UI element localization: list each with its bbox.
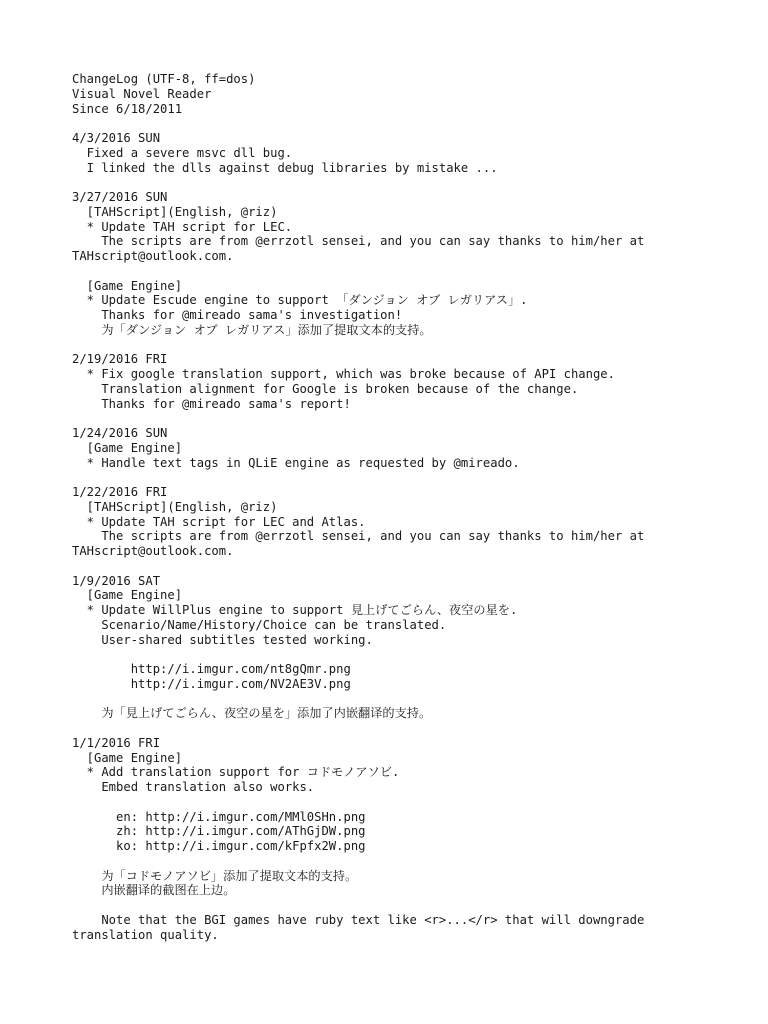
changelog-document	[72, 72, 692, 942]
bullet-item: * Update Escude engine to support 「ダンジョン オブ レガリアス」.	[72, 293, 528, 308]
blank-line	[72, 559, 692, 574]
text-line: The scripts are from @errzotl sensei, and you can say thanks to him/her at	[72, 234, 645, 249]
text-line: Scenario/Name/History/Choice can be translated.	[72, 617, 447, 632]
blank-line	[72, 692, 692, 707]
text-line: 内嵌翻译的截图在上边。	[72, 883, 236, 898]
entry-date: 3/27/2016 SUN	[72, 190, 168, 204]
url-line: zh: http://i.imgur.com/AThGjDW.png	[72, 824, 366, 839]
text-line: The scripts are from @errzotl sensei, and you can say thanks to him/her at	[72, 529, 645, 544]
entry-date: 1/24/2016 SUN	[72, 426, 168, 440]
blank-line	[72, 264, 692, 279]
blank-line	[72, 116, 692, 131]
url-line: en: http://i.imgur.com/MMl0SHn.png	[72, 809, 366, 824]
bullet-item: * Handle text tags in QLiE engine as requested by @mireado.	[72, 455, 520, 470]
blank-line	[72, 647, 692, 662]
blank-line	[72, 175, 692, 190]
entry-date: 1/9/2016 SAT	[72, 573, 161, 588]
blank-line	[72, 470, 692, 485]
bullet-item: * Fix google translation support, which was broke because of API change.	[72, 367, 615, 381]
bullet-item: * Update WillPlus engine to support 見上げてごらん、夜空の星を.	[72, 603, 518, 617]
document-title: ChangeLog (UTF-8, ff=dos)	[72, 72, 256, 86]
section-tag: [TAHScript](English, @riz)	[72, 499, 278, 514]
text-line: TAHscript@outlook.com.	[72, 249, 234, 263]
section-tag: [Game Engine]	[72, 750, 183, 765]
text-line: Note that the BGI games have ruby text like <r>...</r> that will downgrade	[72, 912, 645, 927]
url-line: http://i.imgur.com/nt8gQmr.png	[72, 662, 351, 676]
url-line: ko: http://i.imgur.com/kFpfx2W.png	[72, 839, 366, 853]
text-line: Since 6/18/2011	[72, 101, 183, 116]
section-tag: [TAHScript](English, @riz)	[72, 204, 278, 219]
text-line: User-shared subtitles tested working.	[72, 632, 373, 647]
blank-line	[72, 411, 692, 426]
text-line: Fixed a severe msvc dll bug.	[72, 145, 293, 160]
text-line: I linked the dlls against debug libraries by mistake ...	[72, 160, 498, 175]
text-line: 为「見上げてごらん、夜空の星を」添加了内嵌翻译的支持。	[72, 706, 432, 721]
text-line: Thanks for @mireado sama's investigation!	[72, 308, 403, 322]
text-line: Thanks for @mireado sama's report!	[72, 396, 351, 411]
blank-line	[72, 898, 692, 913]
bullet-item: * Update TAH script for LEC and Atlas.	[72, 514, 366, 529]
blank-line	[72, 795, 692, 810]
bullet-item: * Update TAH script for LEC.	[72, 219, 293, 234]
text-line: TAHscript@outlook.com.	[72, 544, 234, 558]
entry-date: 2/19/2016 FRI	[72, 352, 168, 367]
text-line: Visual Novel Reader	[72, 86, 212, 101]
entry-date: 4/3/2016 SUN	[72, 131, 161, 145]
entry-date: 1/22/2016 FRI	[72, 485, 168, 499]
text-line: 为「ダンジョン オブ レガリアス」添加了提取文本的支持。	[72, 322, 432, 337]
text-line: translation quality.	[72, 927, 219, 942]
entry-date: 1/1/2016 FRI	[72, 735, 161, 750]
section-tag: [Game Engine]	[72, 278, 183, 293]
text-line: Translation alignment for Google is broken because of the change.	[72, 381, 579, 396]
bullet-item: * Add translation support for コドモノアソビ.	[72, 765, 400, 780]
blank-line	[72, 854, 692, 869]
url-line: http://i.imgur.com/NV2AE3V.png	[72, 676, 351, 691]
section-tag: [Game Engine]	[72, 588, 183, 603]
text-line: 为「コドモノアソビ」添加了提取文本的支持。	[72, 868, 358, 883]
blank-line	[72, 721, 692, 736]
text-line: Embed translation also works.	[72, 780, 315, 794]
section-tag: [Game Engine]	[72, 440, 183, 455]
blank-line	[72, 338, 692, 353]
